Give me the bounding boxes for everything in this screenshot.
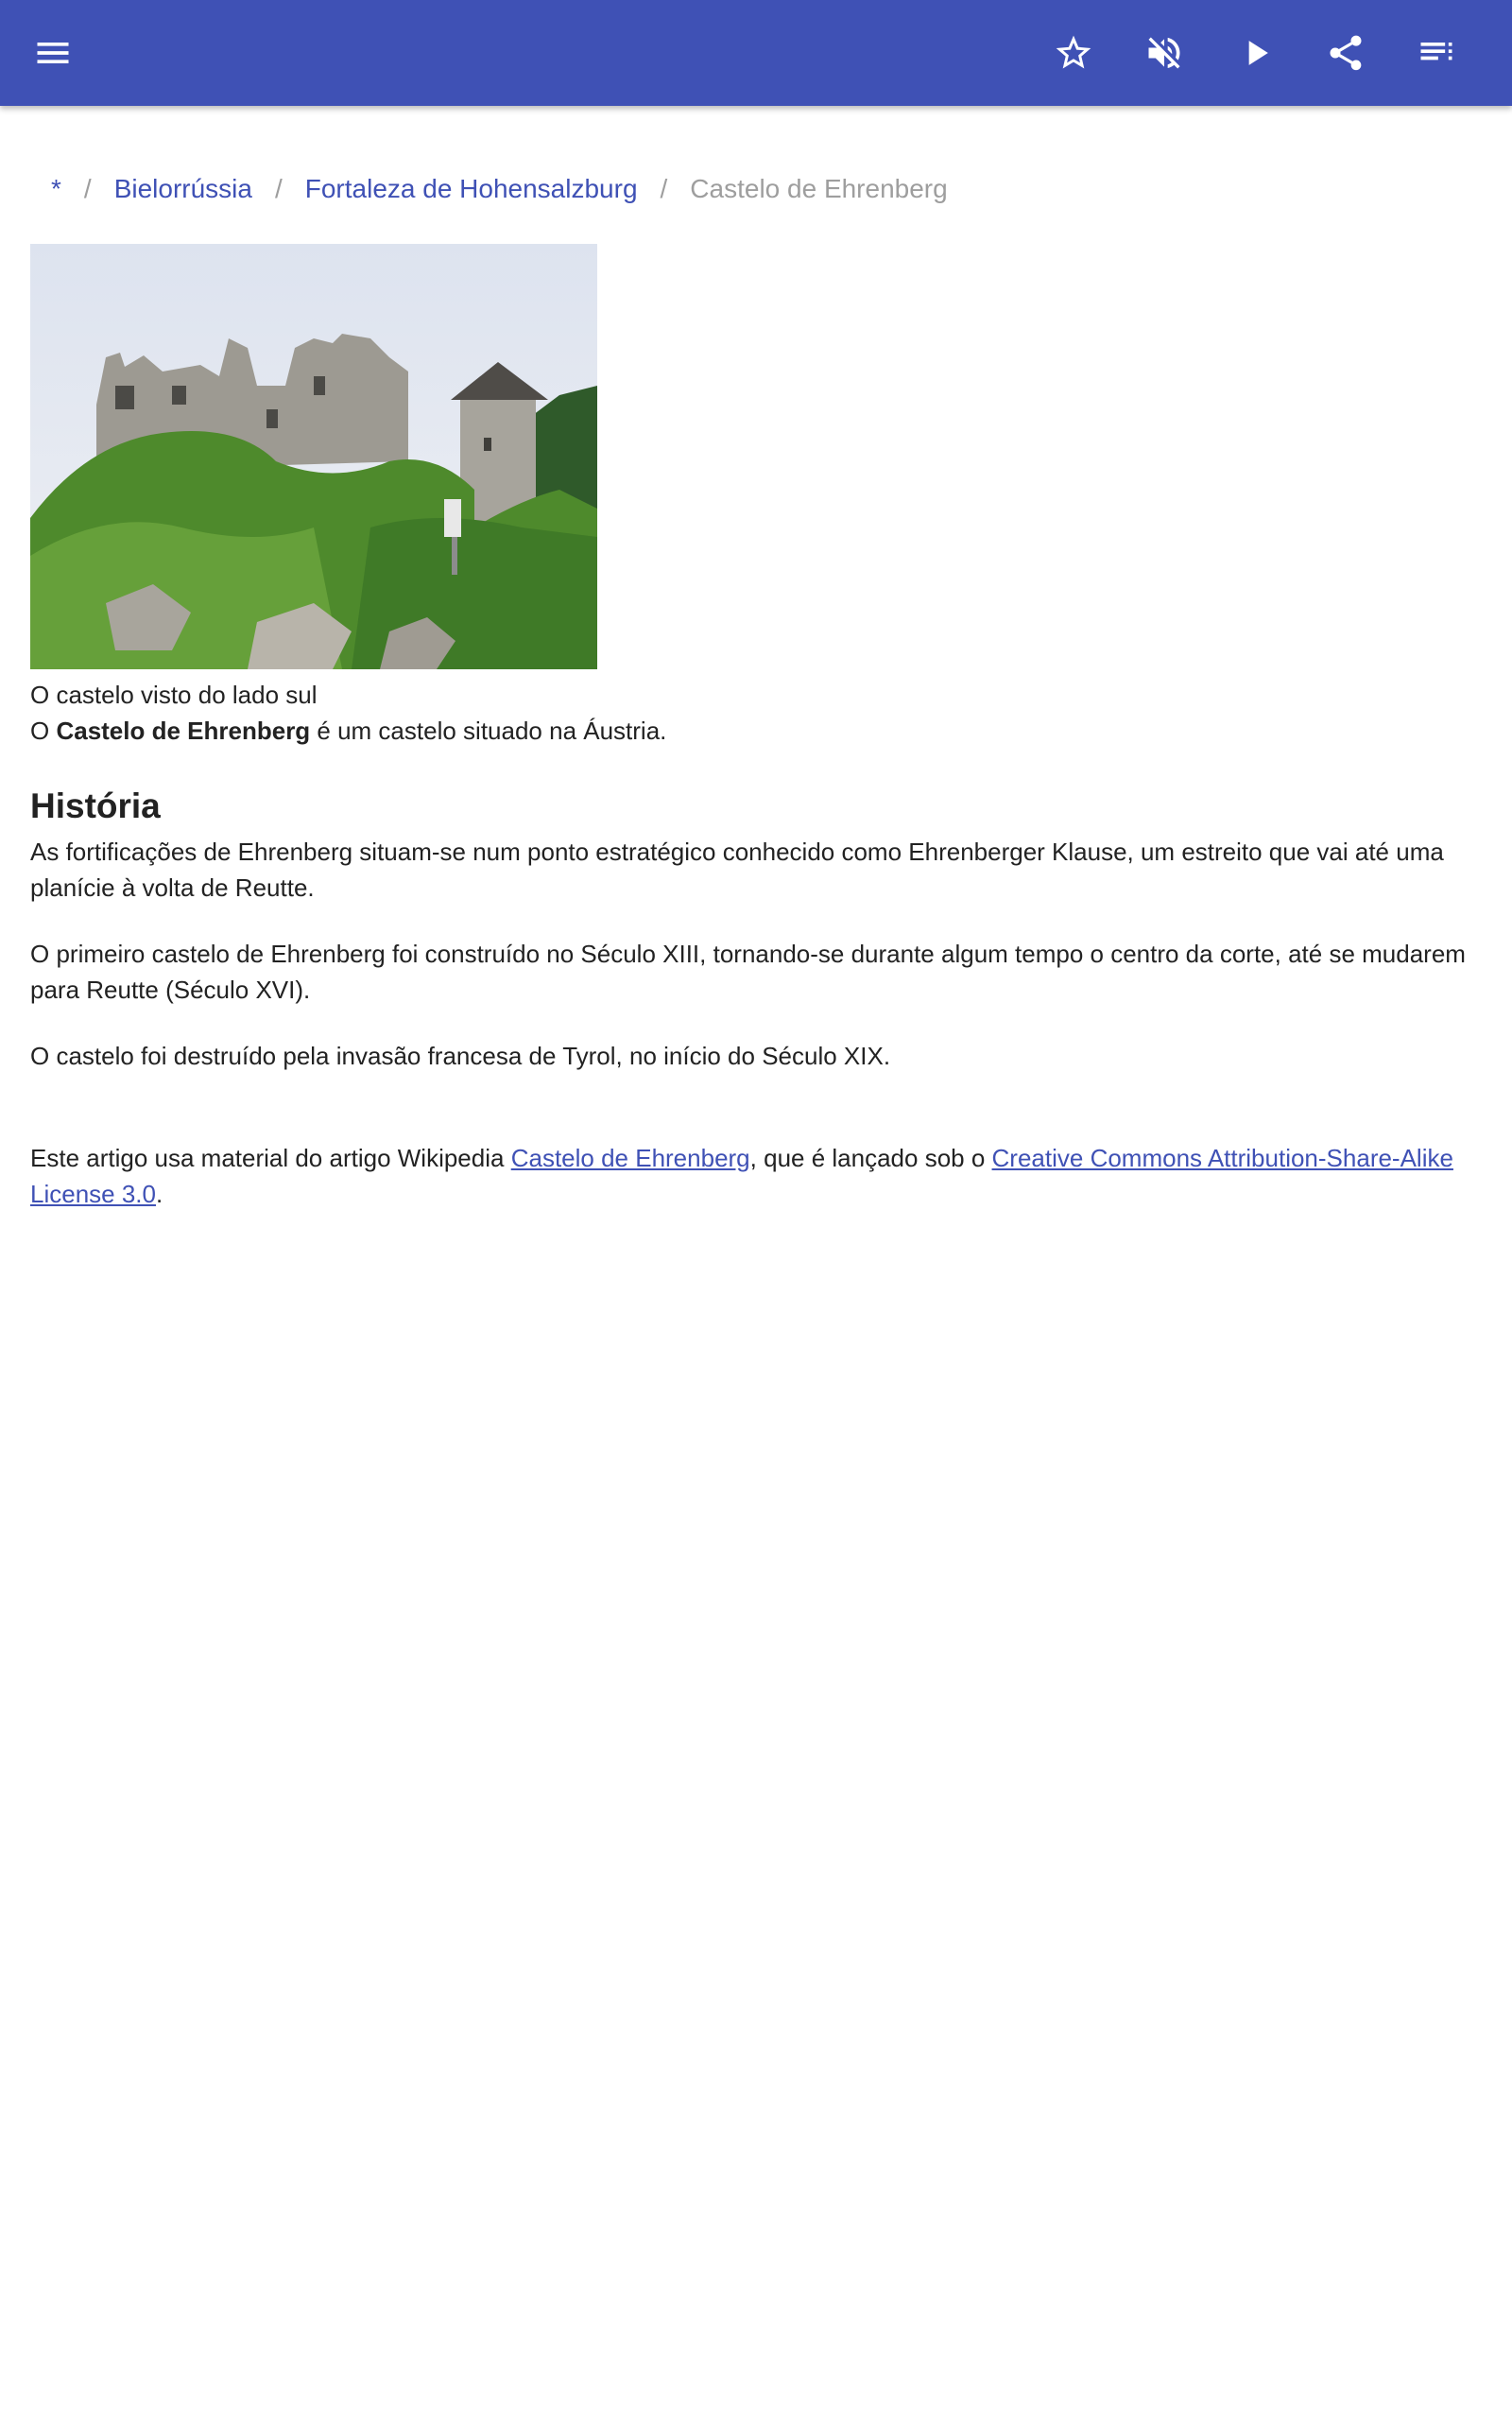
breadcrumb-item-home[interactable]: * (51, 174, 61, 203)
menu-icon (32, 32, 74, 74)
license-footer (30, 1140, 1482, 1212)
history-paragraph-3: O castelo foi destruído pela invasão francesa de Tyrol, no início do Século XIX. (30, 1042, 891, 1070)
app-bar (0, 0, 1512, 106)
play-icon (1235, 32, 1277, 74)
share-button[interactable] (1312, 19, 1380, 87)
intro-suffix: é um castelo situado na Áustria. (310, 717, 667, 745)
contents-button[interactable] (1402, 19, 1470, 87)
castle-photo-image (30, 244, 597, 669)
castle-photo[interactable] (30, 244, 597, 669)
breadcrumb (51, 170, 948, 208)
intro-prefix: O (30, 717, 57, 745)
intro-paragraph (30, 713, 666, 749)
volume-off-icon (1143, 32, 1185, 74)
footer-text-3: . (155, 1180, 163, 1208)
history-paragraph-2: O primeiro castelo de Ehrenberg foi construído no Século XIII, tornando-se durante algum tempo o centro da corte, até se mudarem para Reutte (Século XVI). (30, 940, 1466, 1004)
share-icon (1325, 32, 1366, 74)
section-heading-historia: História (30, 786, 161, 825)
play-button[interactable] (1222, 19, 1290, 87)
menu-button[interactable] (19, 19, 87, 87)
breadcrumb-separator: / (83, 174, 92, 203)
playlist-icon (1416, 32, 1457, 74)
footer-text-2: , que é lançado sob o (749, 1144, 992, 1172)
breadcrumb-separator: / (660, 174, 668, 203)
breadcrumb-separator: / (274, 174, 283, 203)
history-paragraph-1: As fortificações de Ehrenberg situam-se num ponto estratégico conhecido como Ehrenberger Klause, um estreito que vai até uma planície à volta de Reutte. (30, 838, 1444, 902)
breadcrumb-current: Castelo de Ehrenberg (690, 174, 948, 203)
mute-button[interactable] (1130, 19, 1198, 87)
wikipedia-article-link[interactable]: Castelo de Ehrenberg (510, 1144, 750, 1172)
favorite-button[interactable] (1040, 19, 1108, 87)
breadcrumb-item-hohensalzburg[interactable]: Fortaleza de Hohensalzburg (304, 174, 638, 203)
license-link[interactable]: Creative Commons Attribution-Share-Alike License 3.0 (30, 1144, 1453, 1208)
intro-bold-title: Castelo de Ehrenberg (56, 717, 311, 745)
photo-caption: O castelo visto do lado sul (30, 681, 318, 709)
footer-text-1: Este artigo usa material do artigo Wikipedia (30, 1144, 511, 1172)
breadcrumb-item-bielorrussia[interactable]: Bielorrússia (113, 174, 252, 203)
star-outline-icon (1053, 32, 1094, 74)
